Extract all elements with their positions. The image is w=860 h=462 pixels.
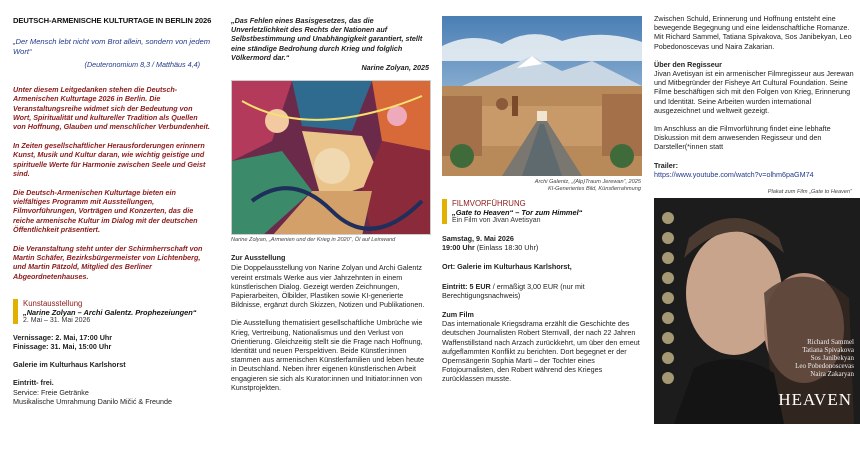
- artist-quote-author: Narine Zolyan, 2025: [361, 63, 429, 73]
- column-intro: [0, 0, 220, 462]
- exhibition-service: Service: Freie Getränke: [13, 387, 89, 397]
- poster-cast-5: Naira Zakaryan: [810, 370, 854, 379]
- poster-title: HEAVEN: [778, 390, 852, 410]
- yerevan-image: [442, 16, 642, 176]
- film-text: Das internationale Kriegsdrama erzählt die Geschichte des deutschen Journalisten Robert Sternvall, der nach 22 Jahren Waffenstillstand nach Arzach zurückkehrt, um über den erneut aufgeflammten Konflikt zu berichten. Dort begegnet er der Opernsängerin Sophia Marti – der Tochter eines Fotojournalisten, den Robert während des Krieges zurücklassen musste.: [442, 319, 640, 384]
- painting-image: [231, 80, 431, 235]
- film-label: FILMVORFÜHRUNG: [452, 199, 526, 208]
- discussion-paragraph: Im Anschluss an die Filmvorführung findet eine lebhafte Diskussion mit dem anwesenden Regisseur und den Darsteller(*innen statt: [654, 124, 831, 152]
- film-entry-line: [442, 282, 641, 300]
- film-entry-price: Eintritt: 5 EUR: [442, 281, 491, 291]
- exhibition-paragraph-2: Die Ausstellung thematisiert gesellschaftliche Umbrüche wie Krieg, Vertreibung, Nationalismus und den Verlust von Orientierung. Gleichzeitig stellt sie die Frage nach Hoffnung, Identität und neuen Perspektiven. Beide Künstler:innen stammen aus armenischen Künstlerfamilien und leben heute in Deutschland. Neben ihrer eigenen künstlerischen Arbeit engagieren sie sich als Kurator:innen und Initiator:innen von Kunstprojekten.: [231, 318, 424, 392]
- intro-paragraph-1: Unter diesem Leitgedanken stehen die Deutsch-Armenischen Kulturtage 2026 in Berlin. Die Veranstaltungsreihe widmet sich der Bedeutung von Wort, Spiritualität und kultureller Tradition als Quellen von Hoffnung, Glauben und menschlicher Verbundenheit.: [13, 85, 210, 131]
- poster-cast-3: Sos Janibekyan: [810, 354, 854, 363]
- column-film: [437, 0, 645, 462]
- exhibition-title: „Narine Zolyan – Archi Galentz. Prophezeiungen“: [23, 307, 197, 317]
- film-time-line: [442, 243, 641, 252]
- exhibition-entry: Eintritt- frei.: [13, 378, 54, 388]
- film-time: 19:00 Uhr: [442, 243, 475, 253]
- film-title: „Gate to Heaven“ – Tor zum Himmel“: [452, 208, 583, 217]
- film-director-line: Ein Film von Jivan Avetisyan: [452, 217, 541, 224]
- trailer-link[interactable]: https://www.youtube.com/watch?v=olhm6paGM74: [654, 169, 814, 179]
- exhibition-box: [13, 299, 212, 324]
- trailer-link-line: [654, 170, 856, 179]
- exhibition-dates: 2. Mai – 31. Mai 2026: [23, 316, 91, 324]
- intro-paragraph-3: Die Deutsch-Armenischen Kulturtage bieten ein vielfältiges Programm mit Ausstellungen, Filmvorführungen, Vorträgen und Konzerten, das die reiche armenische Kultur im Dialog mit der deutschen Öffentlichkeit präsentiert.: [13, 188, 198, 234]
- yerevan-caption-2: KI-Generiertes Bild, Künstlerrahmung: [548, 186, 641, 192]
- intro-paragraph-4: Die Veranstaltung steht unter der Schirmherrschaft von Martin Schäfer, Bezirksbürgermeister von Lichtenberg, und Martin Pätzold, Mitglied des Berliner Abgeordnetenhauses.: [13, 244, 203, 281]
- film-heading: Zum Film: [442, 310, 474, 320]
- vernissage: Vernissage: 2. Mai, 17:00 Uhr: [13, 332, 113, 342]
- film-poster: [654, 198, 860, 424]
- film-romance-paragraph: Zwischen Schuld, Erinnerung und Hoffnung entsteht eine bewegende Begegnung und eine leidenschaftliche Romanze. Mit Richard Sammel, Tatiana Spivakova, Sos Janibekyan, Leo Pobedonoscevas und Naira Zakarian.: [654, 14, 852, 51]
- bible-quote: „Der Mensch lebt nicht vom Brot allein, sondern von jedem Wort“: [13, 37, 211, 56]
- page-title: DEUTSCH-ARMENISCHE KULTURTAGE IN BERLIN 2026: [13, 16, 212, 25]
- director-heading: Über den Regisseur: [654, 59, 722, 69]
- exhibition-music: Musikalische Umrahmung Danilo Mičić & Freunde: [13, 396, 172, 406]
- bible-quote-source: (Deuteronomium 8,3 / Matthäus 4,4): [84, 60, 200, 70]
- poster-cast-4: Leo Pobedonoscevas: [795, 362, 854, 371]
- artist-quote: „Das Fehlen eines Basisgesetzes, das die Unverletzlichkeit des Rechts der Nationen auf Selbstbestimmung und Unabhängigkeit garantiert, stellt eine ständige Bedrohung durch Krieg und folglich Völkermord dar.“: [231, 16, 423, 62]
- column-director: [648, 0, 860, 462]
- trailer-label: Trailer:: [654, 160, 678, 170]
- exhibition-paragraph-1: Die Doppelausstellung von Narine Zolyan und Archi Galentz vereint erstmals Werke aus vier Jahrzehnten in einem künstlerischen Dialog. Gezeigt werden Zeichnungen, Papierarbeiten, Ölbilder, Plastiken sowie KI-generierte Bildnisse, ergänzt durch Skizzen, Notizen und Publikationen.: [231, 263, 425, 310]
- film-place: Ort: Galerie im Kulturhaus Karlshorst,: [442, 262, 572, 272]
- poster-cast: [795, 338, 854, 378]
- finissage: Finissage: 31. Mai, 15:00 Uhr: [13, 342, 112, 352]
- exhibition-venue: Galerie im Kulturhaus Karlshorst: [13, 360, 126, 370]
- film-date: Samstag, 9. Mai 2026: [442, 234, 514, 243]
- poster-cast-1: Richard Sammel: [807, 338, 854, 347]
- film-admission: (Einlass 18:30 Uhr): [474, 243, 539, 253]
- exhibition-label: Kunstausstellung: [23, 298, 83, 308]
- column-exhibition: [225, 0, 433, 462]
- yerevan-caption-1: Archi Galentz, „(Alp)Traum Jerewan“, 2025: [534, 179, 641, 185]
- film-box: [442, 199, 641, 224]
- film-entry-reduced: / ermäßigt 3,00 EUR (nur mit Berechtigungsnachweis): [442, 281, 585, 300]
- poster-cast-2: Tatiana Spivakova: [802, 346, 854, 355]
- painting-caption: Narine Zolyan, „Armenien und der Krieg in 2020“, Öl auf Leinwand: [231, 237, 396, 244]
- exhibition-heading: Zur Ausstellung: [231, 253, 286, 263]
- director-paragraph: Jivan Avetisyan ist ein armenischer Filmregisseur aus Jerewan und Mitbegründer der Fisheye Art Cultural Foundation. Seine Filme beschäftigen sich mit den Folgen von Krieg, Erinnerung und Identität. Seine Arbeiten wurden international ausgezeichnet und weltweit gezeigt.: [654, 69, 854, 115]
- intro-paragraph-2: In Zeiten gesellschaftlicher Herausforderungen erinnern Kunst, Musik und Kultur daran, wie wichtig geistige und spirituelle Werte für Harmonie zwischen Seele und Geist sind.: [13, 141, 206, 178]
- poster-caption: Plakat zum Film „Gate to Heaven“: [767, 189, 852, 196]
